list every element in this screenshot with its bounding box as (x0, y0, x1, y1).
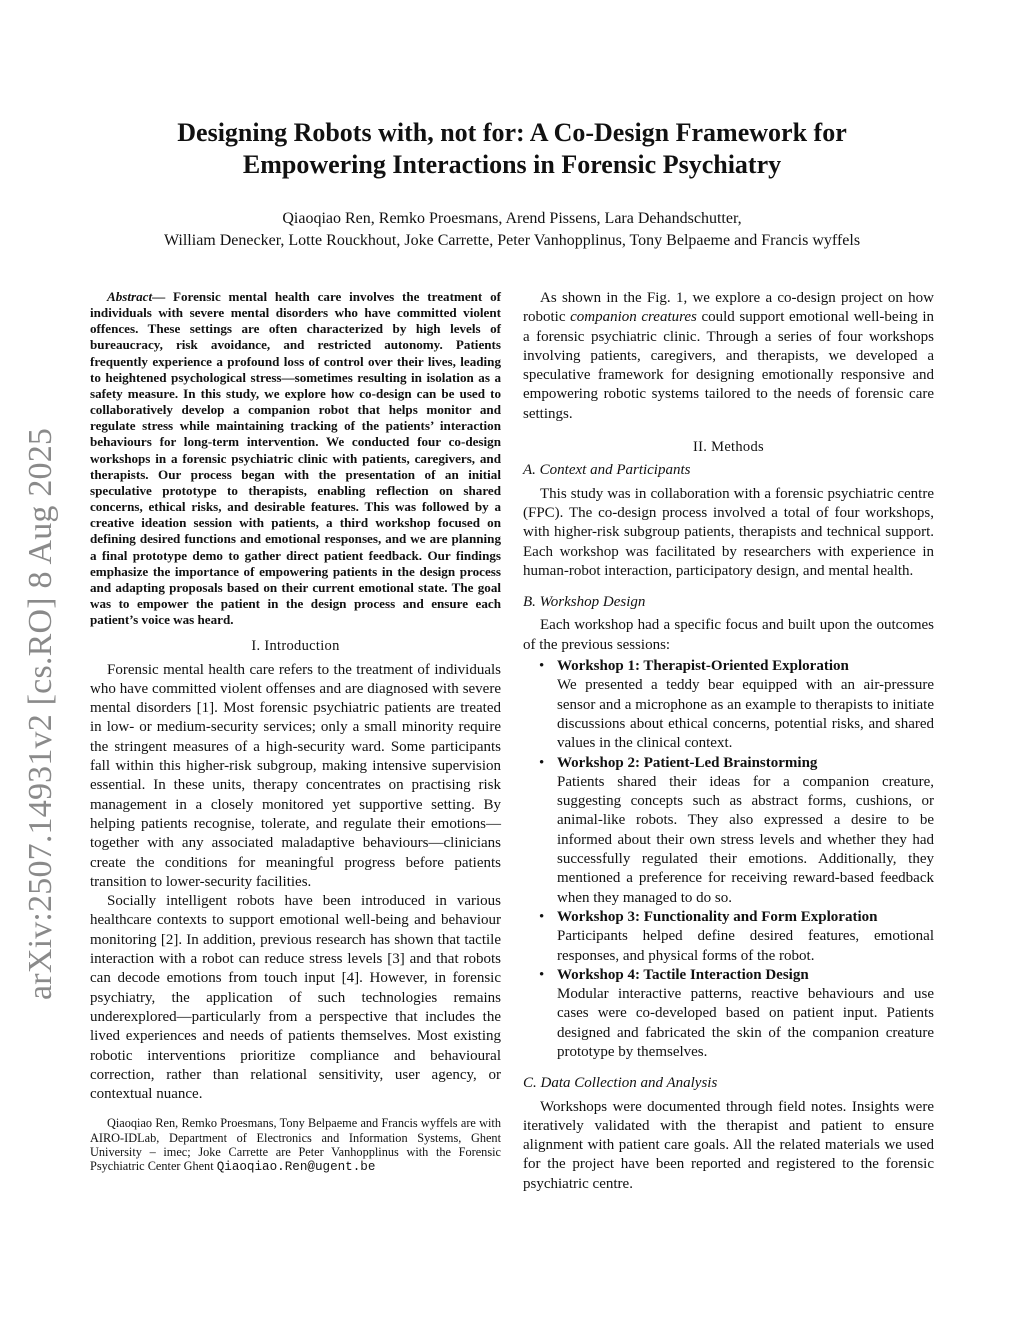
list-item (539, 754, 934, 908)
paper-title (0, 117, 1024, 181)
bullet-icon: • (539, 754, 545, 771)
workshop-title: Workshop 1: Therapist-Oriented Exploration (557, 658, 849, 675)
authors-line-1: Qiaoqiao Ren, Remko Proesmans, Arend Pissens, Lara Dehandschutter, (282, 210, 742, 227)
author-affiliation-footnote (90, 1116, 501, 1174)
footnote-text: Qiaoqiao Ren, Remko Proesmans, Tony Belpaeme and Francis wyffels are with AIRO-IDLab, Department of Electronics and Information Systems, Ghent University – imec; Joke Carrette are Peter Vanhopplinus with the Forensic Psychiatric Center Ghent (90, 1116, 501, 1174)
workshop-design-paragraph: Each workshop had a specific focus and built upon the outcomes of the previous sessions: (523, 617, 934, 653)
workshop-description: Patients shared their ideas for a companion creature, suggesting concepts such as abstract forms, cushions, or animal-like robots. They also expressed a desire to be informed about their own stress levels and whether they had successfully regulated their emotions. Additionally, they mentioned a preference for receiving reward-based feedback when they managed to do so. (557, 773, 934, 906)
list-item (539, 966, 934, 1062)
author-list (0, 208, 1024, 252)
workshop-list (523, 657, 934, 1062)
abstract-label: Abstract (107, 289, 153, 304)
abstract-text: — Forensic mental health care involves the treatment of individuals with severe mental disorders who have committed violent offences. These settings are often characterized by high levels of bureaucracy, risk avoidance, and restricted autonomy. Patients frequently experience a profound loss of control over their lives, leading to heightened psychological stress—sometimes resulting in isolation as a safety measure. In this study, we explore how co-design can be used to collaboratively develop a companion robot that helps monitor and regulate stress while maintaining tracking of the patients’ interaction behaviours for long-term intervention. We conducted four co-design workshops in a forensic psychiatric clinic with patients, caregivers, and therapists. Our process began with the presentation of an initial speculative prototype to therapists, enabling reflection on shared concerns, ethical risks, and desirable features. This was followed by a creative ideation session with patients, a third workshop focused on defining desired functions and emotional responses, and we are planning a final prototype demo to gather direct patient feedback. Our findings emphasize the importance of empowering patients in the design process and adapting proposals based on their current emotional state. The goal was to empower the patient in the design process and ensure each patient’s voice was heard. (90, 289, 501, 628)
list-item (539, 908, 934, 966)
right-column (523, 289, 934, 1194)
intro-paragraph-3 (523, 289, 934, 424)
intro-p3-emphasis: companion creatures (570, 309, 697, 326)
abstract (90, 289, 501, 628)
workshop-description: Modular interactive patterns, reactive behaviours and use cases were co-developed based on patient input. Patients designed and fabricated the skin of the companion creature prototype by themselves. (557, 986, 934, 1060)
workshop-description: We presented a teddy bear equipped with an air-pressure sensor and a microphone as an example to therapists to initiate discussions about ethical concerns, potential risks, and shared values in the clinical context. (557, 677, 934, 752)
workshop-title: Workshop 4: Tactile Interaction Design (557, 966, 809, 983)
workshop-title: Workshop 3: Functionality and Form Exploration (557, 908, 878, 925)
subsection-data-heading: C. Data Collection and Analysis (523, 1075, 718, 1092)
introduction-heading: I. Introduction (251, 638, 340, 655)
workshop-title: Workshop 2: Patient-Led Brainstorming (557, 754, 818, 771)
bullet-icon: • (539, 966, 545, 983)
workshop-description: Participants helped define desired features, emotional responses, and physical forms of the robot. (557, 928, 934, 964)
data-collection-paragraph: Workshops were documented through field notes. Insights were iteratively validated with the therapist and patient to ensure alignment with patient care goals. All the related materials we used for the project have been reported and registered to the forensic psychiatric centre. (523, 1098, 934, 1192)
subsection-context-heading: A. Context and Participants (523, 462, 691, 479)
title-line-1: Designing Robots with, not for: A Co-Design Framework for (177, 118, 847, 147)
context-paragraph: This study was in collaboration with a forensic psychiatric centre (FPC). The co-design process involved a total of four workshops, with higher-risk subgroup patients, therapists and technical support. Each workshop was facilitated by researchers with experience in human-robot interaction, participatory design, and mental health. (523, 485, 934, 579)
arxiv-identifier: arXiv:2507.14931v2 [cs.RO] 8 Aug 2025 (22, 427, 59, 1000)
intro-p3-part-a: As shown in the Fig. 1, we explore a co-design project on how robotic (523, 290, 934, 326)
intro-p3-part-b: could support emotional well-being in a forensic psychiatric clinic. Through a series of four workshops involving patients, caregivers, and therapists, we developed a speculative framework for designing emotionally responsive and empowering robotic systems tailored to the needs of forensic care settings. (523, 309, 934, 422)
bullet-icon: • (539, 908, 545, 925)
title-line-2: Empowering Interactions in Forensic Psychiatry (242, 150, 782, 179)
intro-paragraph-1: Forensic mental health care refers to the treatment of individuals who have committed violent offenses and are diagnosed with severe mental disorders [1]. Most forensic psychiatric patients are treated in low- or medium-security services; only a small minority require the stringent measures of a high-security ward. Some participants fall within this higher-risk subgroup, making intensive supervision essential. In these units, therapy concentrates on practising risk management in a closely monitored yet supportive setting. By helping patients recognise, tolerate, and regulate their emotions—together with any associated maladaptive behaviours—clinicians create the conditions for meaningful progress before patients transition to lower-security facilities. (90, 661, 501, 890)
subsection-workshop-heading: B. Workshop Design (523, 594, 646, 611)
list-item (539, 657, 934, 753)
contact-email: Qiaoqiao.Ren@ugent.be (216, 1160, 376, 1175)
methods-heading: II. Methods (693, 439, 764, 456)
intro-paragraph-2: Socially intelligent robots have been introduced in various healthcare contexts to support emotional well-being and behaviour monitoring [2]. In addition, previous research has shown that tactile interaction with a robot can reduce stress levels [3] and that robots can decode emotions from touch input [4]. However, in forensic psychiatry, the application of such technologies remains underexplored—particularly from a perspective that includes the lived experiences and needs of patients themselves. Most existing robotic interventions prioritize compliance and behavioural correction, rather than relational sensitivity, user agency, or contextual nuance. (90, 893, 501, 1103)
left-column (90, 289, 501, 1174)
authors-line-2: William Denecker, Lotte Rouckhout, Joke Carrette, Peter Vanhopplinus, Tony Belpaeme and Francis wyffels (163, 232, 861, 249)
bullet-icon: • (539, 658, 545, 675)
